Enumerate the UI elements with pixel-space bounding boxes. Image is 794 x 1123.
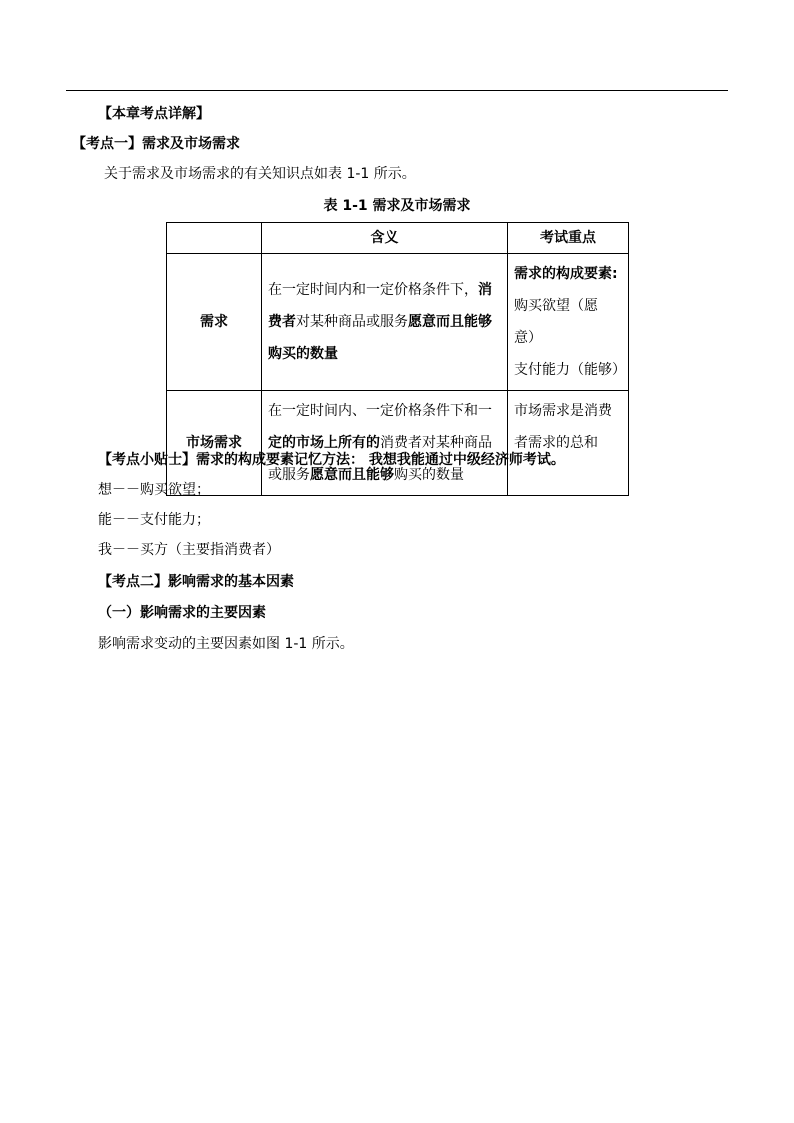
focus-bold: 需求的构成要素: [514, 266, 618, 282]
point2-heading: 【考点二】影响需求的基本因素 [98, 574, 294, 590]
row-focus-demand [508, 254, 629, 391]
meaning-bold: 愿意而且能够购买的数量 [268, 314, 492, 362]
tip-heading: 【考点小贴士】需求的构成要素记忆方法： 我想我能通过中级经济师考试。 [98, 452, 565, 468]
meaning-text: 在一定时间内和一定价格条件下， [268, 282, 478, 298]
table-caption: 表 1-1 需求及市场需求 [323, 198, 471, 214]
header-cell-meaning: 含义 [262, 223, 508, 254]
meaning-bold: 愿意而且能够 [310, 467, 394, 483]
row-meaning-demand [262, 254, 508, 391]
chapter-heading: 【本章考点详解】 [98, 106, 210, 122]
focus-line: 支付能力（能够） [514, 362, 626, 378]
meaning-text: 消费者对某种商品或服务 [268, 435, 492, 483]
meaning-text: 购买的数量 [394, 467, 464, 483]
row-meaning-market-demand [262, 391, 508, 496]
header-cell-focus: 考试重点 [508, 223, 629, 254]
tip-item: 想－－购买欲望； [98, 482, 210, 498]
meaning-text: 在一定时间内、一定价格条件下和一 [268, 403, 492, 419]
point2-subheading: （一）影响需求的主要因素 [98, 605, 266, 621]
row-label-demand: 需求 [167, 254, 262, 391]
intro-text: 关于需求及市场需求的有关知识点如表 1-1 所示。 [104, 166, 416, 182]
tip-item: 我－－买方（主要指消费者） [98, 542, 280, 558]
table-row [167, 391, 629, 496]
table-row [167, 254, 629, 391]
meaning-text: 对某种商品或服务 [296, 314, 408, 330]
table-header-row [167, 223, 629, 254]
header-cell-empty [167, 223, 262, 254]
focus-line: 购买欲望（愿意） [514, 298, 598, 346]
meaning-bold: 定的市场上所有的 [268, 435, 380, 451]
meaning-bold: 消费者 [268, 282, 492, 330]
tip-item: 能－－支付能力； [98, 512, 210, 528]
point2-text: 影响需求变动的主要因素如图 1-1 所示。 [98, 636, 354, 652]
point1-heading: 【考点一】需求及市场需求 [72, 136, 240, 152]
header-rule [66, 90, 728, 91]
row-label-market-demand: 市场需求 [167, 391, 262, 496]
row-focus-market-demand: 市场需求是消费者需求的总和 [508, 391, 629, 496]
